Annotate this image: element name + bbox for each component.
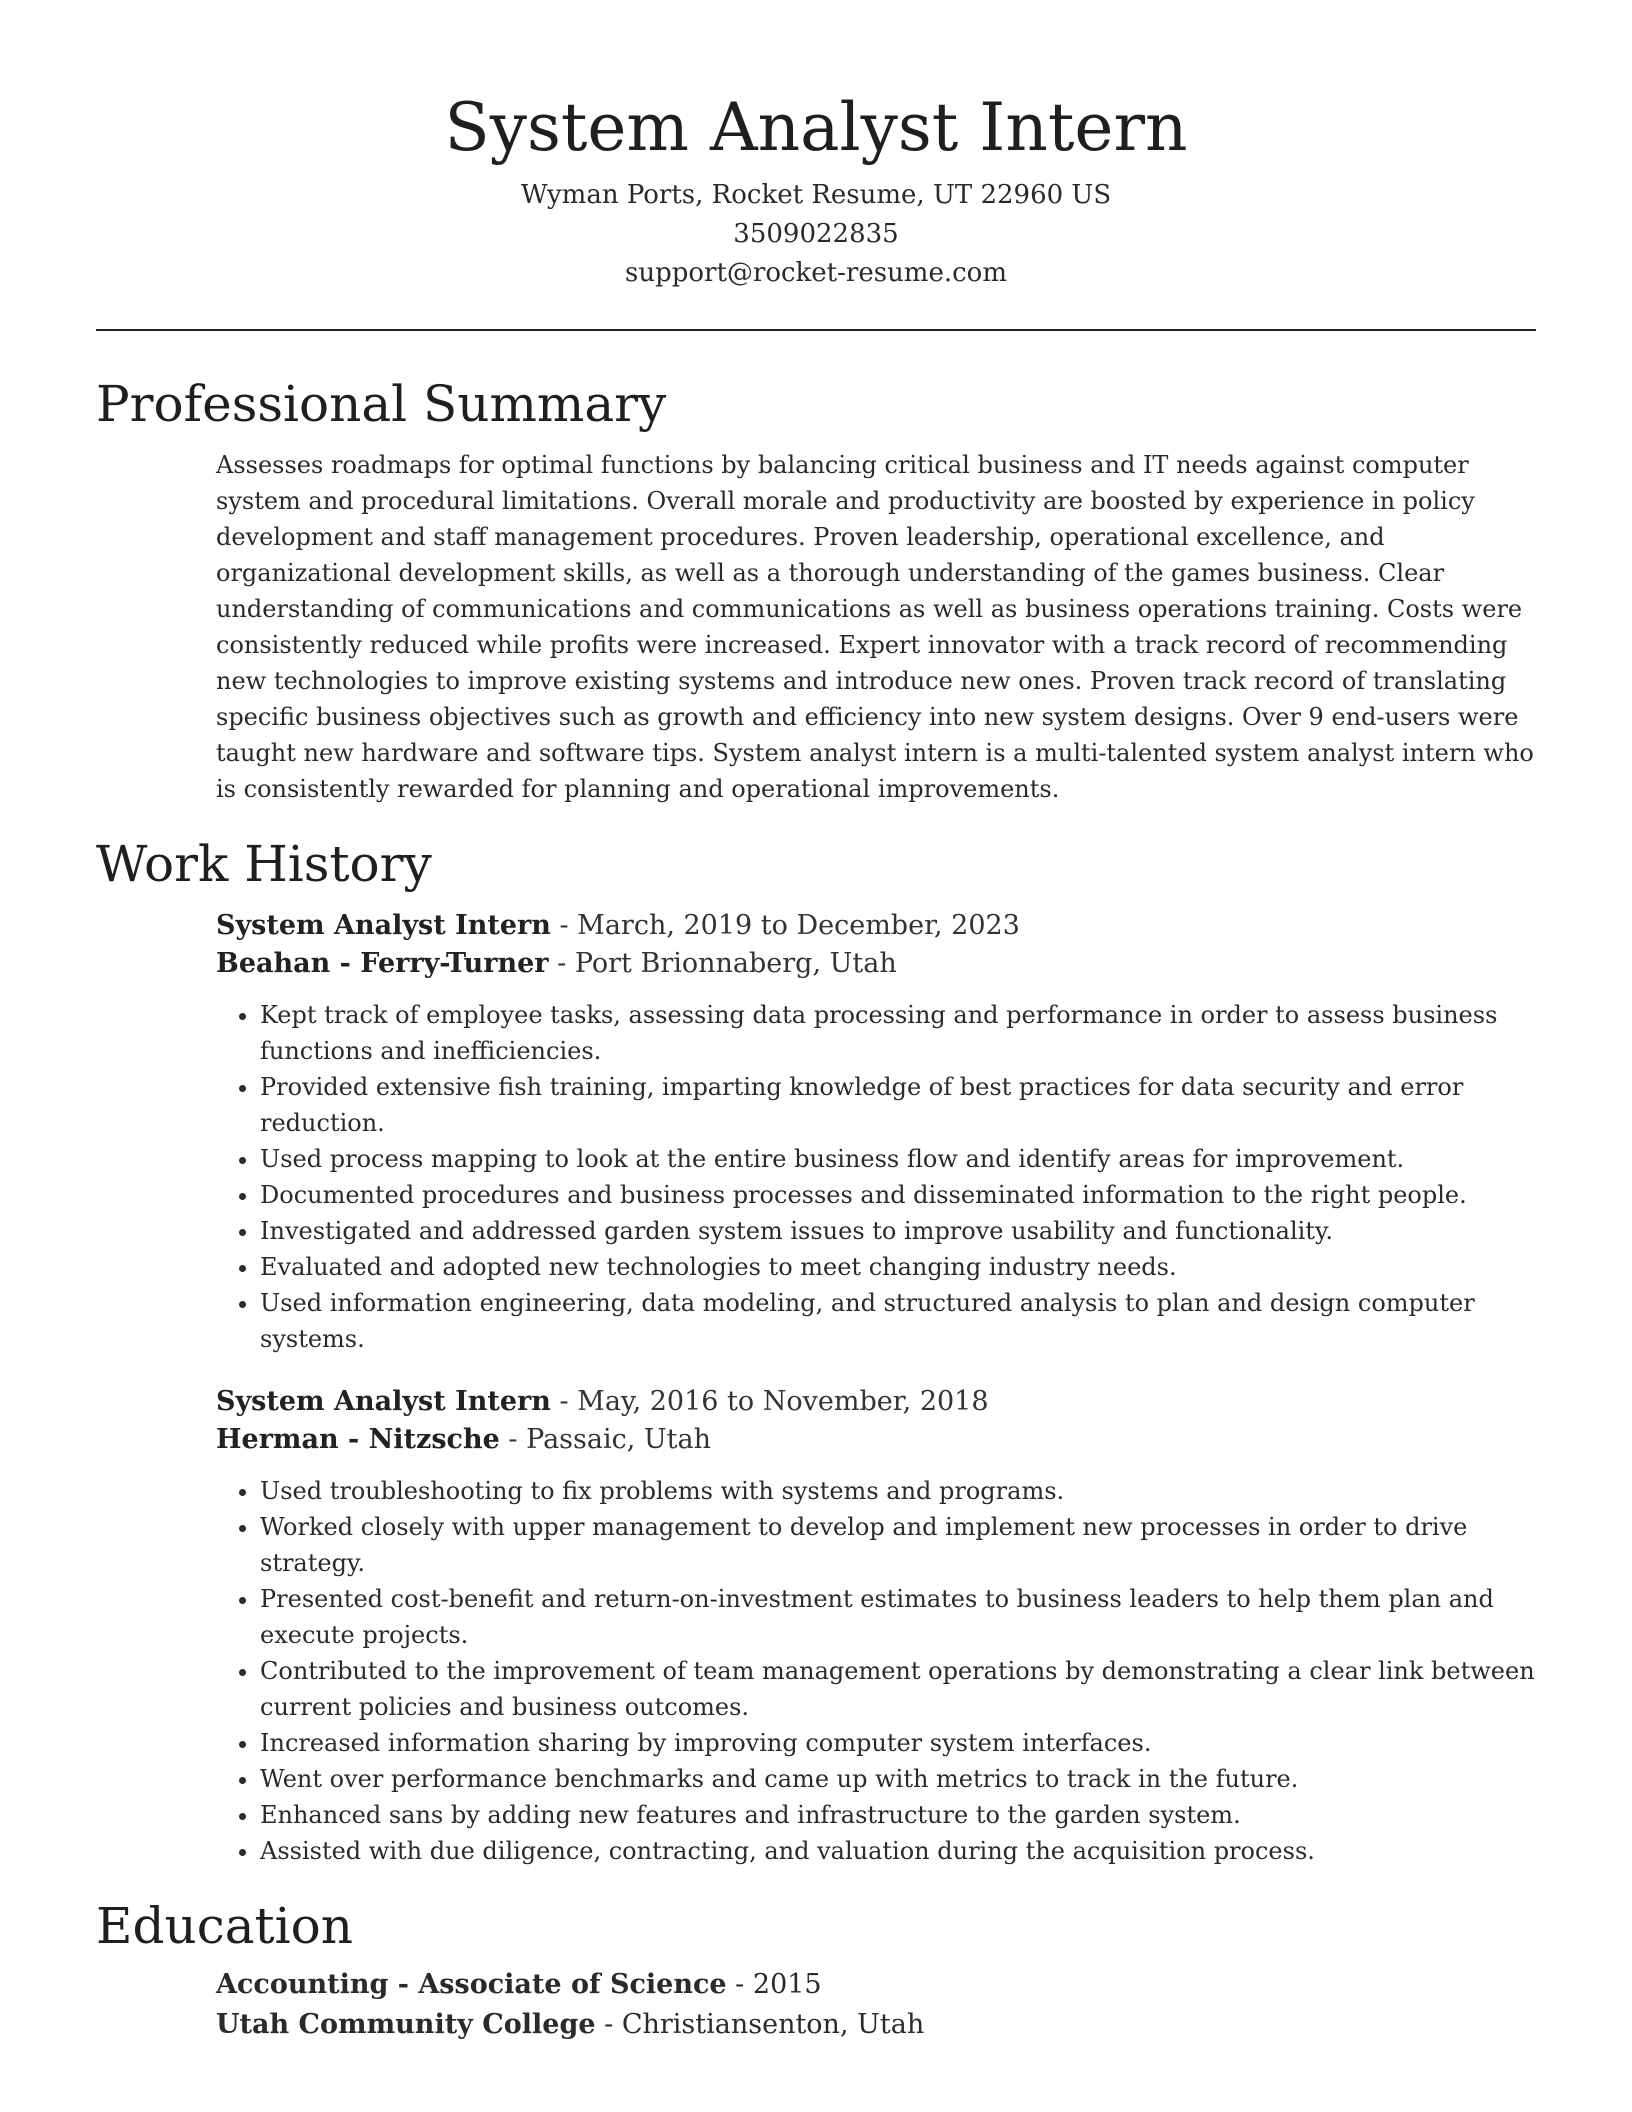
list-item: • Contributed to the improvement of team management operations by demonstrating a clear link between current policies and business outcomes. (260, 1653, 1536, 1725)
summary-title: Professional Summary (96, 375, 667, 433)
work-history-title: Work History (96, 835, 432, 893)
list-item: • Provided extensive fish training, imparting knowledge of best practices for data security and error reduction. (260, 1069, 1536, 1141)
summary-section (96, 369, 1536, 807)
job-bullets (216, 1473, 1536, 1869)
header-divider (96, 329, 1536, 331)
list-item: • Presented cost-benefit and return-on-investment estimates to business leaders to help them plan and execute projects. (260, 1581, 1536, 1653)
job-location: Passaic, Utah (526, 1424, 711, 1455)
list-item: • Assisted with due diligence, contracting, and valuation during the acquisition process. (260, 1833, 1536, 1869)
list-item: • Enhanced sans by adding new features and infrastructure to the garden system. (260, 1797, 1536, 1833)
school-location: Christiansenton, Utah (621, 2009, 925, 2040)
job-dates: March, 2019 to December, 2023 (577, 910, 1020, 941)
job-title-line (216, 1383, 1536, 1421)
education-body (216, 1965, 1536, 2045)
separator: - (548, 948, 575, 979)
summary-text: Assesses roadmaps for optimal functions by balancing critical business and IT needs against computer system and procedural limitations. Overall morale and productivity are boosted by experience in policy development and staff management procedures. Proven leadership, operational excellence, and organizational development skills, as well as a thorough understanding of the games business. Clear understanding of communications and communications as well as business operations training. Costs were consistently reduced while profits were increased. Expert innovator with a track record of recommending new technologies to improve existing systems and introduce new ones. Proven track record of translating specific business objectives such as growth and efficiency into new system designs. Over 9 end-users were taught new hardware and software tips. System analyst intern is a multi-talented system analyst intern who is consistently rewarded for planning and operational improvements. (216, 451, 1534, 803)
education-title: Education (96, 1897, 353, 1955)
resume-page (96, 0, 1536, 2045)
job-employer-line (216, 1421, 1536, 1459)
list-item: • Documented procedures and business processes and disseminated information to the right people. (260, 1177, 1536, 1213)
list-item: • Used process mapping to look at the entire business flow and identify areas for improvement. (260, 1141, 1536, 1177)
job-employer: Herman - Nitzsche (216, 1424, 500, 1455)
list-item: • Used information engineering, data modeling, and structured analysis to plan and design computer systems. (260, 1285, 1536, 1357)
job-role: System Analyst Intern (216, 910, 551, 941)
job-bullets (216, 997, 1536, 1357)
list-item: • Increased information sharing by improving computer system interfaces. (260, 1725, 1536, 1761)
address: Wyman Ports, Rocket Resume, UT 22960 US (520, 180, 1112, 210)
list-item: • Used troubleshooting to fix problems with systems and programs. (260, 1473, 1536, 1509)
job-location: Port Brionnaberg, Utah (574, 948, 897, 979)
separator: - (499, 1424, 527, 1455)
separator: - (550, 1386, 578, 1417)
job-employer: Beahan - Ferry-Turner (216, 948, 549, 979)
graduation-year: 2015 (752, 1969, 822, 2000)
candidate-name: System Analyst Intern (444, 89, 1188, 166)
email[interactable]: support@rocket-resume.com (624, 258, 1007, 288)
list-item: • Investigated and addressed garden system issues to improve usability and functionality. (260, 1213, 1536, 1249)
list-item: • Evaluated and adopted new technologies to meet changing industry needs. (260, 1249, 1536, 1285)
phone: 3509022835 (733, 219, 899, 249)
job-entry (216, 1383, 1536, 1869)
separator: - (550, 910, 578, 941)
education-section (96, 1891, 1536, 2045)
list-item: • Went over performance benchmarks and came up with metrics to track in the future. (260, 1761, 1536, 1797)
job-dates: May, 2016 to November, 2018 (577, 1386, 989, 1417)
resume-header (96, 0, 1536, 293)
work-history-section (96, 829, 1536, 1869)
job-employer-line (216, 945, 1536, 983)
separator: - (726, 1969, 753, 2000)
list-item: • Kept track of employee tasks, assessing data processing and performance in order to assess business functions and inefficiencies. (260, 997, 1536, 1069)
list-item: • Worked closely with upper management to develop and implement new processes in order to drive strategy. (260, 1509, 1536, 1581)
school-line (216, 2005, 1536, 2045)
work-history-body (216, 907, 1536, 1869)
school-name: Utah Community College (216, 2009, 596, 2040)
degree-line (216, 1965, 1536, 2005)
job-entry (216, 907, 1536, 1357)
separator: - (595, 2009, 622, 2040)
degree: Accounting - Associate of Science (216, 1969, 727, 2000)
job-role: System Analyst Intern (216, 1386, 551, 1417)
job-title-line (216, 907, 1536, 945)
